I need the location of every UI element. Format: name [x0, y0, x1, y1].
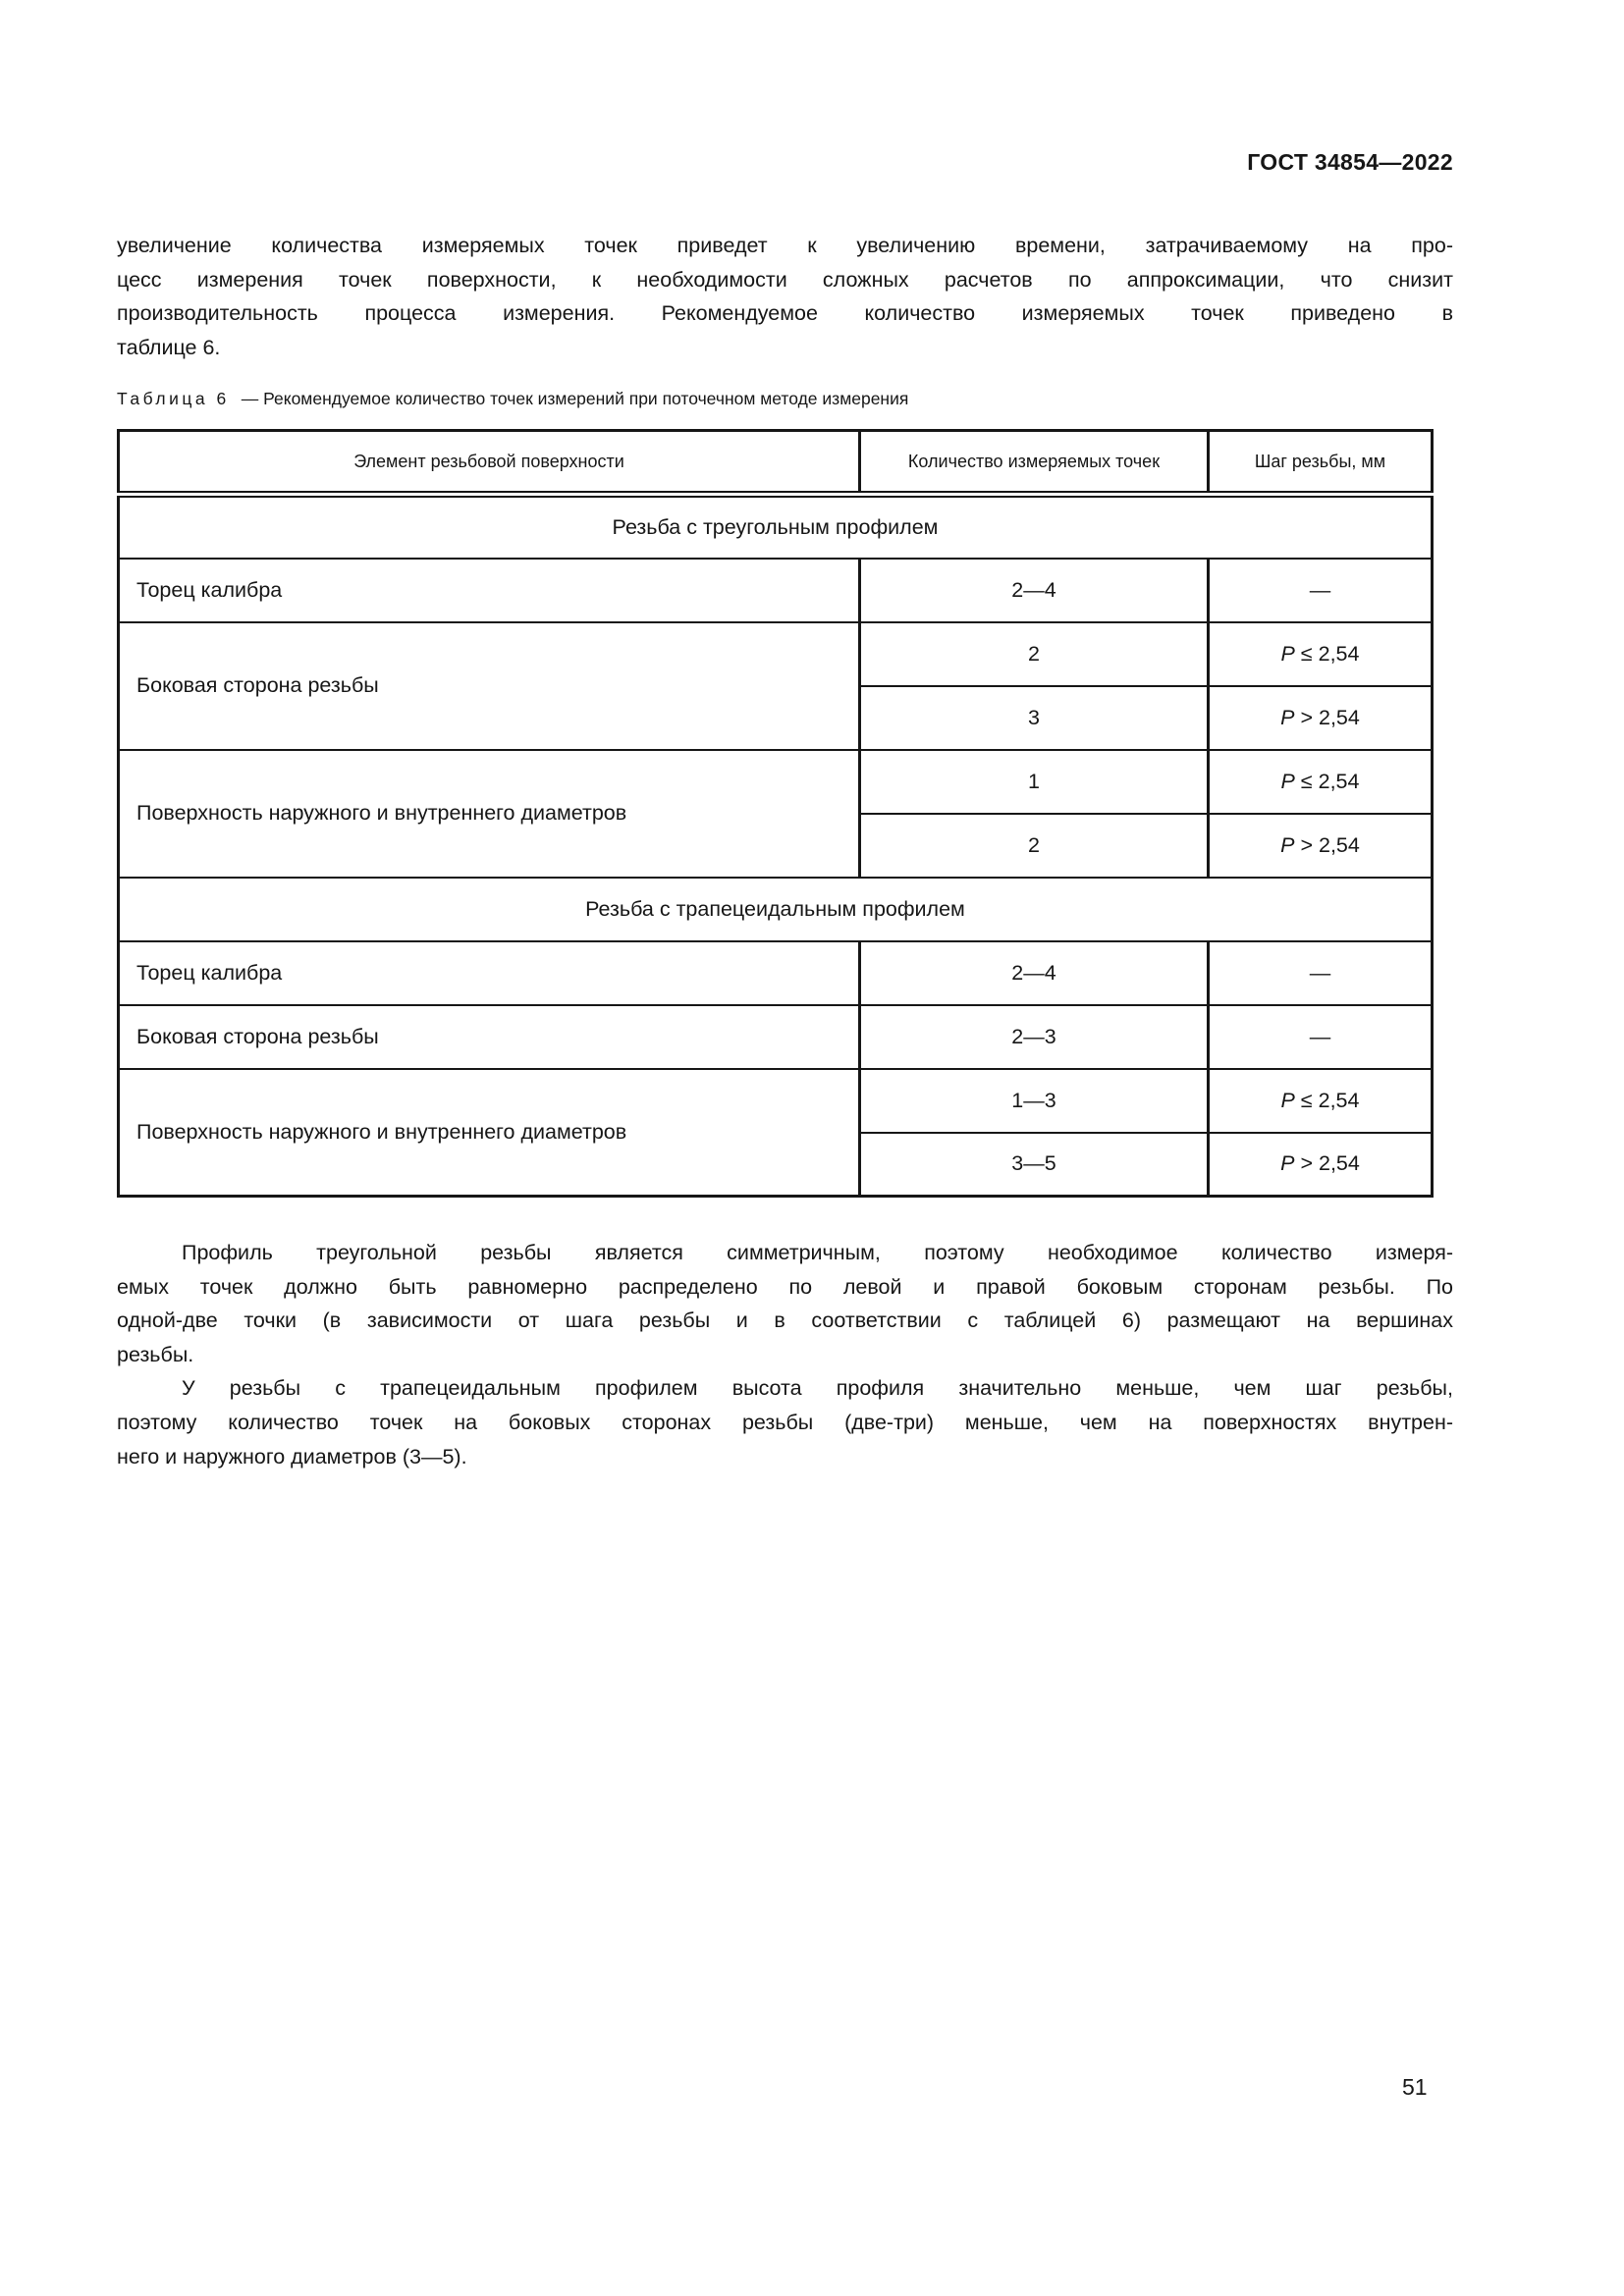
- table-caption-title: — Рекомендуемое количество точек измерений при поточечном методе измерения: [241, 389, 909, 408]
- paragraph-line: Профиль треугольной резьбы является симметричным, поэтому необходимое количество измеря-: [182, 1241, 1453, 1264]
- pitch-cell: [1209, 686, 1433, 750]
- col-header-points: Количество измеряемых точек: [860, 431, 1209, 495]
- pitch-value: > 2,54: [1300, 832, 1360, 857]
- section-row: [119, 878, 1433, 941]
- paragraph-line: цесс измерения точек поверхности, к необходимости сложных расчетов по аппроксимации, что снизит: [117, 267, 1453, 292]
- pitch-cell: [1209, 814, 1433, 878]
- points-cell: 2—3: [860, 1005, 1209, 1069]
- table-caption: [117, 386, 1453, 411]
- points-cell: 2: [860, 814, 1209, 878]
- section-row: [119, 495, 1433, 559]
- element-cell: Торец калибра: [119, 559, 860, 622]
- points-cell: 2—4: [860, 559, 1209, 622]
- body-text: [117, 1236, 1453, 1473]
- table-row: [119, 1069, 1433, 1133]
- pitch-cell: —: [1209, 1005, 1433, 1069]
- section-header-trapezoidal: Резьба с трапецеидальным профилем: [119, 878, 1433, 941]
- pitch-value: > 2,54: [1300, 705, 1360, 729]
- table-row: [119, 1005, 1433, 1069]
- points-cell: 1: [860, 750, 1209, 814]
- paragraph-line: таблице 6.: [117, 335, 221, 359]
- pitch-symbol: P: [1280, 1088, 1295, 1112]
- points-cell: 3: [860, 686, 1209, 750]
- measurement-points-table: [117, 429, 1434, 1198]
- table-caption-label: Таблица 6: [117, 389, 230, 408]
- pitch-cell: —: [1209, 941, 1433, 1005]
- pitch-cell: [1209, 1069, 1433, 1133]
- pitch-symbol: P: [1280, 832, 1295, 857]
- table-row: [119, 750, 1433, 814]
- points-cell: 2: [860, 622, 1209, 686]
- points-cell: 3—5: [860, 1133, 1209, 1197]
- table-row: [119, 622, 1433, 686]
- element-cell: Торец калибра: [119, 941, 860, 1005]
- element-cell: Поверхность наружного и внутреннего диаметров: [119, 750, 860, 878]
- pitch-symbol: P: [1280, 641, 1295, 666]
- pitch-cell: [1209, 1133, 1433, 1197]
- paragraph-line: производительность процесса измерения. Рекомендуемое количество измеряемых точек приведено в: [117, 301, 1453, 326]
- paragraph-line: У резьбы с трапецеидальным профилем высота профиля значительно меньше, чем шаг резьбы,: [182, 1376, 1453, 1401]
- pitch-value: ≤ 2,54: [1300, 769, 1360, 793]
- pitch-value: > 2,54: [1300, 1151, 1360, 1176]
- paragraph-1: [117, 229, 1453, 364]
- element-cell: Поверхность наружного и внутреннего диаметров: [119, 1069, 860, 1197]
- paragraph-line: резьбы.: [117, 1342, 194, 1366]
- table-row: [119, 941, 1433, 1005]
- paragraph-line: емых точек должно быть равномерно распределено по левой и правой боковым сторонам резьбы. По: [117, 1274, 1453, 1299]
- table-row: [119, 559, 1433, 622]
- page-number: 51: [1402, 2074, 1428, 2100]
- pitch-symbol: P: [1280, 769, 1295, 793]
- paragraph-line: увеличение количества измеряемых точек приведет к увеличению времени, затрачиваемому на про-: [117, 234, 1453, 257]
- pitch-cell: [1209, 750, 1433, 814]
- pitch-symbol: P: [1280, 1151, 1295, 1176]
- pitch-cell: [1209, 622, 1433, 686]
- doc-code: ГОСТ 34854—2022: [1247, 149, 1453, 175]
- table-header-row: [119, 431, 1433, 495]
- pitch-value: ≤ 2,54: [1300, 1088, 1360, 1112]
- section-header-triangular: Резьба с треугольным профилем: [119, 495, 1433, 559]
- element-cell: Боковая сторона резьбы: [119, 1005, 860, 1069]
- paragraph-line: одной-две точки (в зависимости от шага резьбы и в соответствии с таблицей 6) размещают на вершинах: [117, 1308, 1453, 1333]
- paragraph-line: поэтому количество точек на боковых сторонах резьбы (две-три) меньше, чем на поверхностях внутрен-: [117, 1410, 1453, 1434]
- points-cell: 2—4: [860, 941, 1209, 1005]
- pitch-cell: —: [1209, 559, 1433, 622]
- col-header-pitch: Шаг резьбы, мм: [1209, 431, 1433, 495]
- pitch-value: ≤ 2,54: [1300, 641, 1360, 666]
- points-cell: 1—3: [860, 1069, 1209, 1133]
- element-cell: Боковая сторона резьбы: [119, 622, 860, 750]
- pitch-symbol: P: [1280, 705, 1295, 729]
- paragraph-line: него и наружного диаметров (3—5).: [117, 1444, 467, 1468]
- col-header-element: Элемент резьбовой поверхности: [119, 431, 860, 495]
